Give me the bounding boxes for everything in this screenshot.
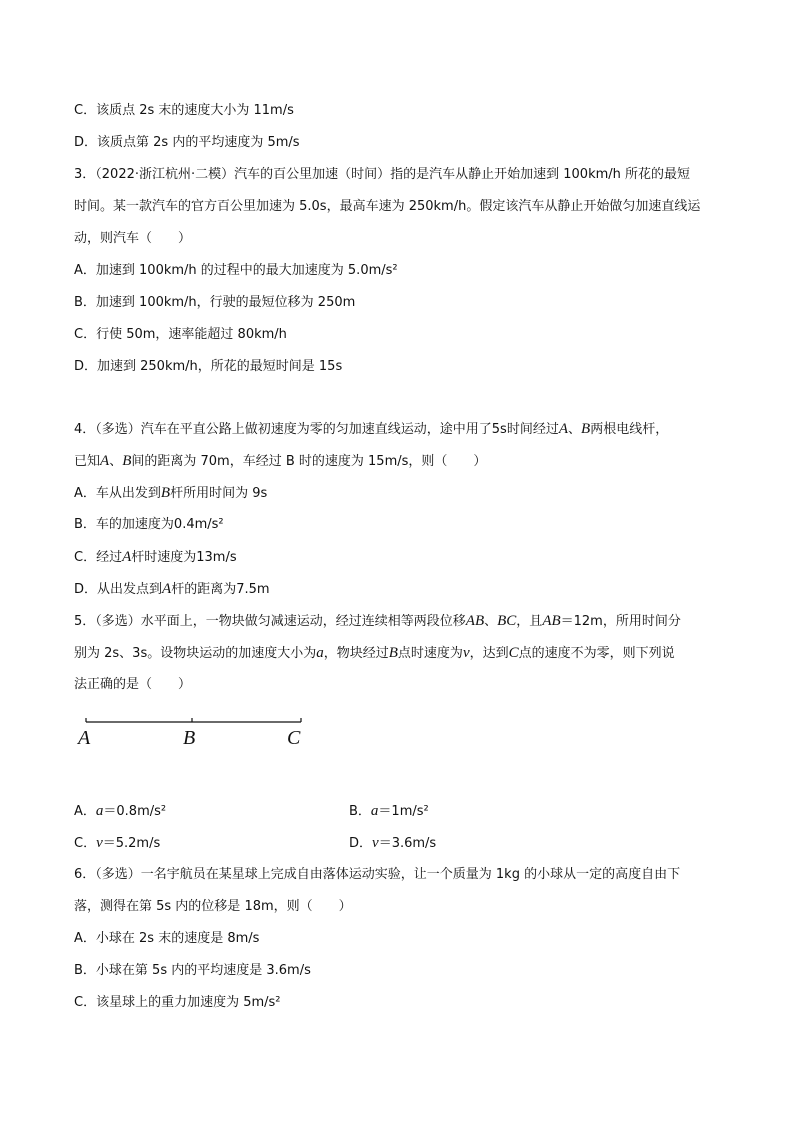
q5-option-c: C．v＝5.2m/s bbox=[74, 835, 161, 851]
q3-stem-line3: 动，则汽车（ ） bbox=[74, 231, 192, 246]
label-a: A bbox=[78, 727, 91, 749]
q5-option-b: B．a＝1m/s² bbox=[349, 803, 429, 819]
q3-option-c: C．行使 50m，速率能超过 80km/h bbox=[74, 327, 287, 342]
q4-option-c: C．经过A杆时速度为13m/s bbox=[74, 549, 237, 565]
label-c: C bbox=[287, 727, 301, 749]
label-b: B bbox=[183, 727, 196, 749]
q5-option-a: A．a＝0.8m/s² bbox=[74, 803, 167, 819]
q6-stem-line2: 落，测得在第 5s 内的位移是 18m，则（ ） bbox=[74, 899, 352, 914]
q6-option-b: B．小球在第 5s 内的平均速度是 3.6m/s bbox=[74, 963, 311, 978]
q3-option-d: D．加速到 250km/h，所花的最短时间是 15s bbox=[74, 359, 343, 374]
q5-option-d: D．v＝3.6m/s bbox=[349, 835, 437, 851]
q3-option-b: B．加速到 100km/h，行驶的最短位移为 250m bbox=[74, 295, 356, 310]
q4-stem-line2: 已知A、B间的距离为 70m，车经过 B 时的速度为 15m/s，则（ ） bbox=[74, 453, 487, 469]
q4-option-d: D．从出发点到A杆的距离为7.5m bbox=[74, 581, 270, 597]
q4-option-b: B．车的加速度为0.4m/s² bbox=[74, 517, 224, 532]
q3-stem-line1: 3．（2022·浙江杭州·二模）汽车的百公里加速（时间）指的是汽车从静止开始加速到 100km/h 所花的最短 bbox=[74, 167, 691, 182]
q5-segment-diagram bbox=[76, 712, 316, 752]
q5-stem-line3: 法正确的是（ ） bbox=[74, 677, 192, 692]
q6-option-a: A．小球在 2s 末的速度是 8m/s bbox=[74, 931, 260, 946]
q3-stem-line2: 时间。某一款汽车的官方百公里加速为 5.0s，最高车速为 250km/h。假定该汽车从静止开始做匀加速直线运 bbox=[74, 199, 701, 214]
q4-option-a: A．车从出发到B杆所用时间为 9s bbox=[74, 485, 268, 501]
q6-option-c: C．该星球上的重力加速度为 5m/s² bbox=[74, 995, 281, 1010]
q5-stem-line1: 5．（多选）水平面上，一物块做匀减速运动，经过连续相等两段位移AB、BC，且AB＝12m，所用时间分 bbox=[74, 613, 681, 629]
q4-stem-line1: 4．（多选）汽车在平直公路上做初速度为零的匀加速直线运动，途中用了5s时间经过A、B两根电线杆， bbox=[74, 421, 669, 437]
q2-option-d: D．该质点第 2s 内的平均速度为 5m/s bbox=[74, 135, 300, 150]
q3-option-a: A．加速到 100km/h 的过程中的最大加速度为 5.0m/s² bbox=[74, 263, 398, 278]
q5-stem-line2: 别为 2s、3s。设物块运动的加速度大小为a，物块经过B点时速度为v，达到C点的速度不为零，则下列说 bbox=[74, 645, 675, 661]
q6-stem-line1: 6．（多选）一名宇航员在某星球上完成自由落体运动实验，让一个质量为 1kg 的小球从一定的高度自由下 bbox=[74, 867, 681, 882]
q2-option-c: C．该质点 2s 末的速度大小为 11m/s bbox=[74, 103, 294, 118]
